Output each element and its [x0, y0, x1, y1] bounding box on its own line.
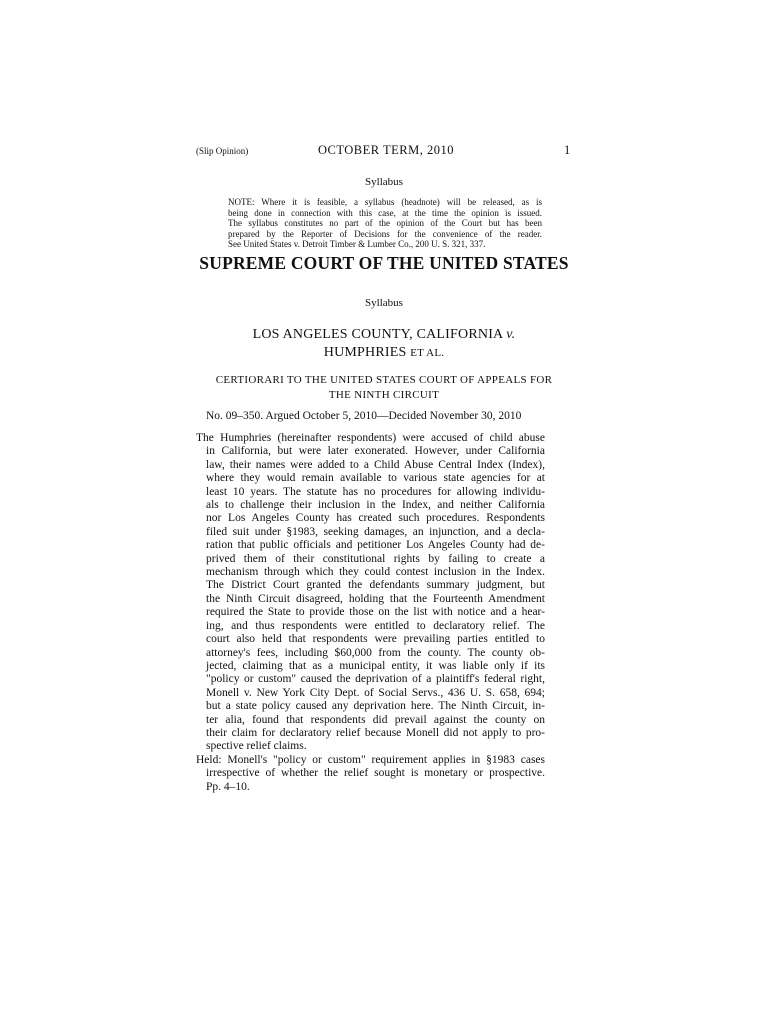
- note-line: being done in connection with this case, at the time the opinion is issued.: [228, 207, 542, 218]
- body-line: spective relief claims.: [206, 740, 307, 753]
- body-line: ration that public officials and petitioner Los Angeles County had de-: [206, 539, 545, 552]
- body-line: mechanism through which they could contest inclusion in the Index.: [206, 566, 545, 579]
- body-line: their claim for declaratory relief because Monell did not apply to pro-: [206, 726, 545, 739]
- body-line: The Humphries (hereinafter respondents) were accused of child abuse: [196, 432, 545, 444]
- body-line: Monell v. New York City Dept. of Social Servs., 436 U. S. 658, 694;: [206, 686, 545, 699]
- held-line: Held: Monell's "policy or custom" requirement applies in §1983 cases: [196, 753, 545, 766]
- certiorari-line-2: THE NINTH CIRCUIT: [328, 389, 440, 401]
- caption-line-2: [0, 344, 768, 362]
- syllabus-label: Syllabus: [365, 297, 403, 309]
- note-line: See United States v. Detroit Timber & Lumber Co., 200 U. S. 321, 337.: [228, 239, 486, 249]
- body-line: filed suit under §1983, seeking damages, an injunction, and a decla-: [206, 525, 545, 538]
- body-line: nor Los Angeles County has created such procedures. Respondents: [206, 512, 545, 525]
- petitioner-name: LOS ANGELES COUNTY, CALIFORNIA: [252, 327, 503, 342]
- body-line: ter alia, found that respondents did prevail against the county on: [206, 713, 545, 726]
- slip-opinion-label: (Slip Opinion): [196, 146, 249, 156]
- body-line: ing, and thus respondents were entitled to declaratory relief. The: [206, 619, 545, 632]
- respondent-name: HUMPHRIES: [323, 345, 407, 360]
- body-line: The District Court granted the defendants summary judgment, but: [206, 579, 545, 592]
- body-line: where they would remain available to various state agencies for at: [206, 472, 545, 485]
- body-line: attorney's fees, including $60,000 from the county. The county ob-: [206, 646, 545, 659]
- certiorari-line-1: CERTIORARI TO THE UNITED STATES COURT OF APPEALS FOR: [215, 374, 553, 386]
- certiorari-line: [0, 373, 768, 403]
- body-line: least 10 years. The statute has no procedures for allowing individu-: [206, 485, 545, 498]
- body-line: als to challenge their inclusion in the Index, and neither California: [206, 499, 545, 512]
- held-line: irrespective of whether the relief sought is monetary or prospective.: [206, 767, 545, 780]
- body-line: law, their names were added to a Child Abuse Central Index (Index),: [206, 458, 545, 471]
- caption-line-1: [0, 326, 768, 344]
- et-al-label: ET AL.: [410, 347, 445, 359]
- reporter-note: [228, 197, 542, 250]
- term-heading: OCTOBER TERM, 2010: [318, 143, 454, 157]
- case-caption: [0, 326, 768, 362]
- body-line: the Ninth Circuit disagreed, holding that the Fourteenth Amendment: [206, 592, 545, 605]
- body-line: in California, but were later exonerated. However, under California: [206, 445, 545, 458]
- body-line: required the State to provide those on the list with notice and a hear-: [206, 606, 545, 619]
- body-line: prived them of their constitutional rights by failing to create a: [206, 552, 545, 565]
- note-line: The syllabus constitutes no part of the opinion of the Court but has been: [228, 218, 542, 228]
- syllabus-label-top: Syllabus: [365, 176, 403, 188]
- body-line: court also held that respondents were prevailing parties entitled to: [206, 633, 545, 646]
- page-number: 1: [564, 143, 571, 157]
- body-line: "policy or custom" caused the deprivation of a plaintiff's federal right,: [206, 673, 545, 686]
- note-line: NOTE: Where it is feasible, a syllabus (headnote) will be released, as is: [228, 197, 542, 207]
- docket-line: No. 09–350. Argued October 5, 2010—Decided November 30, 2010: [206, 410, 522, 422]
- court-name: SUPREME COURT OF THE UNITED STATES: [199, 253, 569, 273]
- held-line: Pp. 4–10.: [206, 780, 250, 793]
- note-line: prepared by the Reporter of Decisions for the convenience of the reader.: [228, 228, 542, 239]
- body-line: jected, claiming that as a municipal entity, it was liable only if its: [206, 659, 545, 672]
- syllabus-body: [196, 432, 545, 794]
- body-line: but a state policy caused any deprivation here. The Ninth Circuit, in-: [206, 700, 545, 713]
- versus-label: v.: [506, 327, 516, 342]
